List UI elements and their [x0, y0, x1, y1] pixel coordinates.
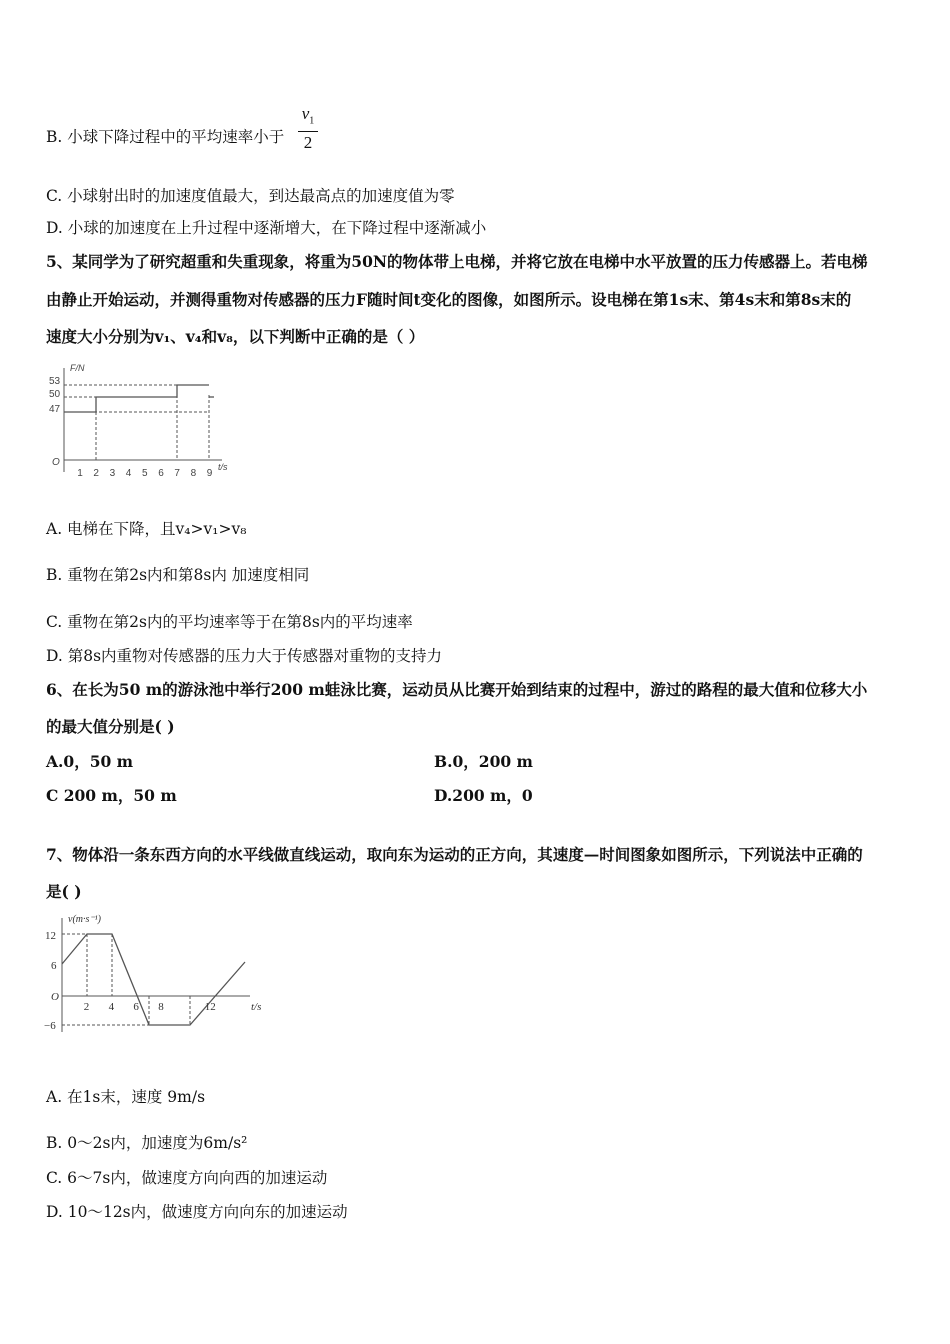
y-tick-minus-6: −6 — [44, 1020, 56, 1032]
q7-option-c: C. 6～7s内，做速度方向向西的加速运动 — [46, 1169, 328, 1187]
x-tick-12: 12 — [204, 1001, 216, 1013]
q6-option-c: C 200 m，50 m — [46, 786, 177, 805]
velocity-curve — [62, 934, 245, 1025]
origin-label: O — [52, 457, 60, 468]
x-tick-4: 4 — [108, 1001, 115, 1013]
q5-option-c: C. 重物在第2s内的平均速率等于在第8s内的平均速率 — [46, 613, 413, 631]
y-tick-12: 12 — [45, 930, 56, 942]
q6-stem-line1: 6、在长为50 m的游泳池中举行200 m蛙泳比赛，运动员从比赛开始到结束的过程中，游过的路程的最大值和位移大小 — [46, 680, 868, 699]
x-tick-4: 4 — [125, 468, 132, 479]
x-tick-2: 2 — [93, 468, 99, 479]
q5-stem-line2: 由静止开始运动，并测得重物对传感器的压力F随时间t变化的图像，如图所示。设电梯在第1s末、第4s末和第8s末的 — [46, 290, 852, 309]
q7-option-a: A. 在1s末，速度 9m/s — [46, 1088, 206, 1106]
x-tick-8: 8 — [158, 1001, 164, 1013]
q6-stem-line2: 的最大值分别是( ) — [46, 717, 175, 736]
y-tick-6: 6 — [51, 960, 57, 972]
y-tick-47: 47 — [49, 404, 61, 415]
q4-option-c: C. 小球射出时的加速度值最大，到达最高点的加速度值为零 — [46, 187, 455, 205]
q7-stem-line2: 是( ) — [46, 882, 82, 901]
x-tick-9: 9 — [206, 468, 213, 479]
fraction-denominator: 2 — [303, 133, 313, 153]
x-tick-6: 6 — [133, 1001, 139, 1013]
force-curve — [64, 385, 209, 412]
q4-option-d: D. 小球的加速度在上升过程中逐渐增大，在下降过程中逐渐减小 — [46, 219, 487, 237]
q7-option-b: B. 0～2s内，加速度为6m/s² — [46, 1134, 248, 1152]
velocity-time-graph — [40, 912, 272, 1036]
q5-stem-line1: 5、某同学为了研究超重和失重现象，将重为50N的物体带上电梯，并将它放在电梯中水平放置的压力传感器上。若电梯 — [46, 252, 868, 271]
q4-option-b: B. 小球下降过程中的平均速率小于 — [46, 128, 285, 146]
x-axis-label: t/s — [218, 462, 228, 472]
force-time-graph — [44, 360, 244, 482]
fraction-numerator: v — [301, 104, 310, 123]
x-tick-5: 5 — [142, 468, 148, 479]
q6-option-a: A.0，50 m — [46, 752, 134, 771]
y-axis-label: v(m·s⁻¹) — [68, 914, 101, 925]
x-tick-2: 2 — [83, 1001, 90, 1013]
x-tick-6: 6 — [158, 468, 164, 479]
y-axis-label: F/N — [70, 363, 85, 373]
x-tick-7: 7 — [174, 468, 180, 479]
x-tick-labels — [84, 1001, 216, 1013]
q6-option-d: D.200 m，0 — [434, 786, 533, 805]
y-tick-50: 50 — [49, 389, 61, 400]
origin-label: O — [51, 991, 59, 1003]
q5-option-d: D. 第8s内重物对传感器的压力大于传感器对重物的支持力 — [46, 647, 443, 665]
x-axis-label: t/s — [251, 1001, 262, 1013]
q5-option-a: A. 电梯在下降，且v₄>v₁>v₈ — [46, 520, 247, 538]
x-tick-1: 1 — [77, 468, 83, 479]
x-tick-labels — [77, 468, 213, 479]
y-tick-53: 53 — [49, 376, 61, 387]
q6-option-b: B.0，200 m — [434, 752, 533, 771]
x-tick-3: 3 — [109, 468, 116, 479]
q5-stem-line3: 速度大小分别为v₁、v₄和v₈，以下判断中正确的是（ ） — [46, 327, 425, 346]
q7-option-d: D. 10～12s内，做速度方向向东的加速运动 — [46, 1203, 348, 1221]
q5-option-b: B. 重物在第2s内和第8s内 加速度相同 — [46, 566, 310, 584]
q7-stem-line1: 7、物体沿一条东西方向的水平线做直线运动，取向东为运动的正方向，其速度—时间图象如图所示，下列说法中正确的 — [46, 845, 863, 864]
fraction-subscript: 1 — [309, 115, 315, 127]
fraction-v1-over-2 — [298, 104, 318, 154]
x-tick-8: 8 — [190, 468, 197, 479]
